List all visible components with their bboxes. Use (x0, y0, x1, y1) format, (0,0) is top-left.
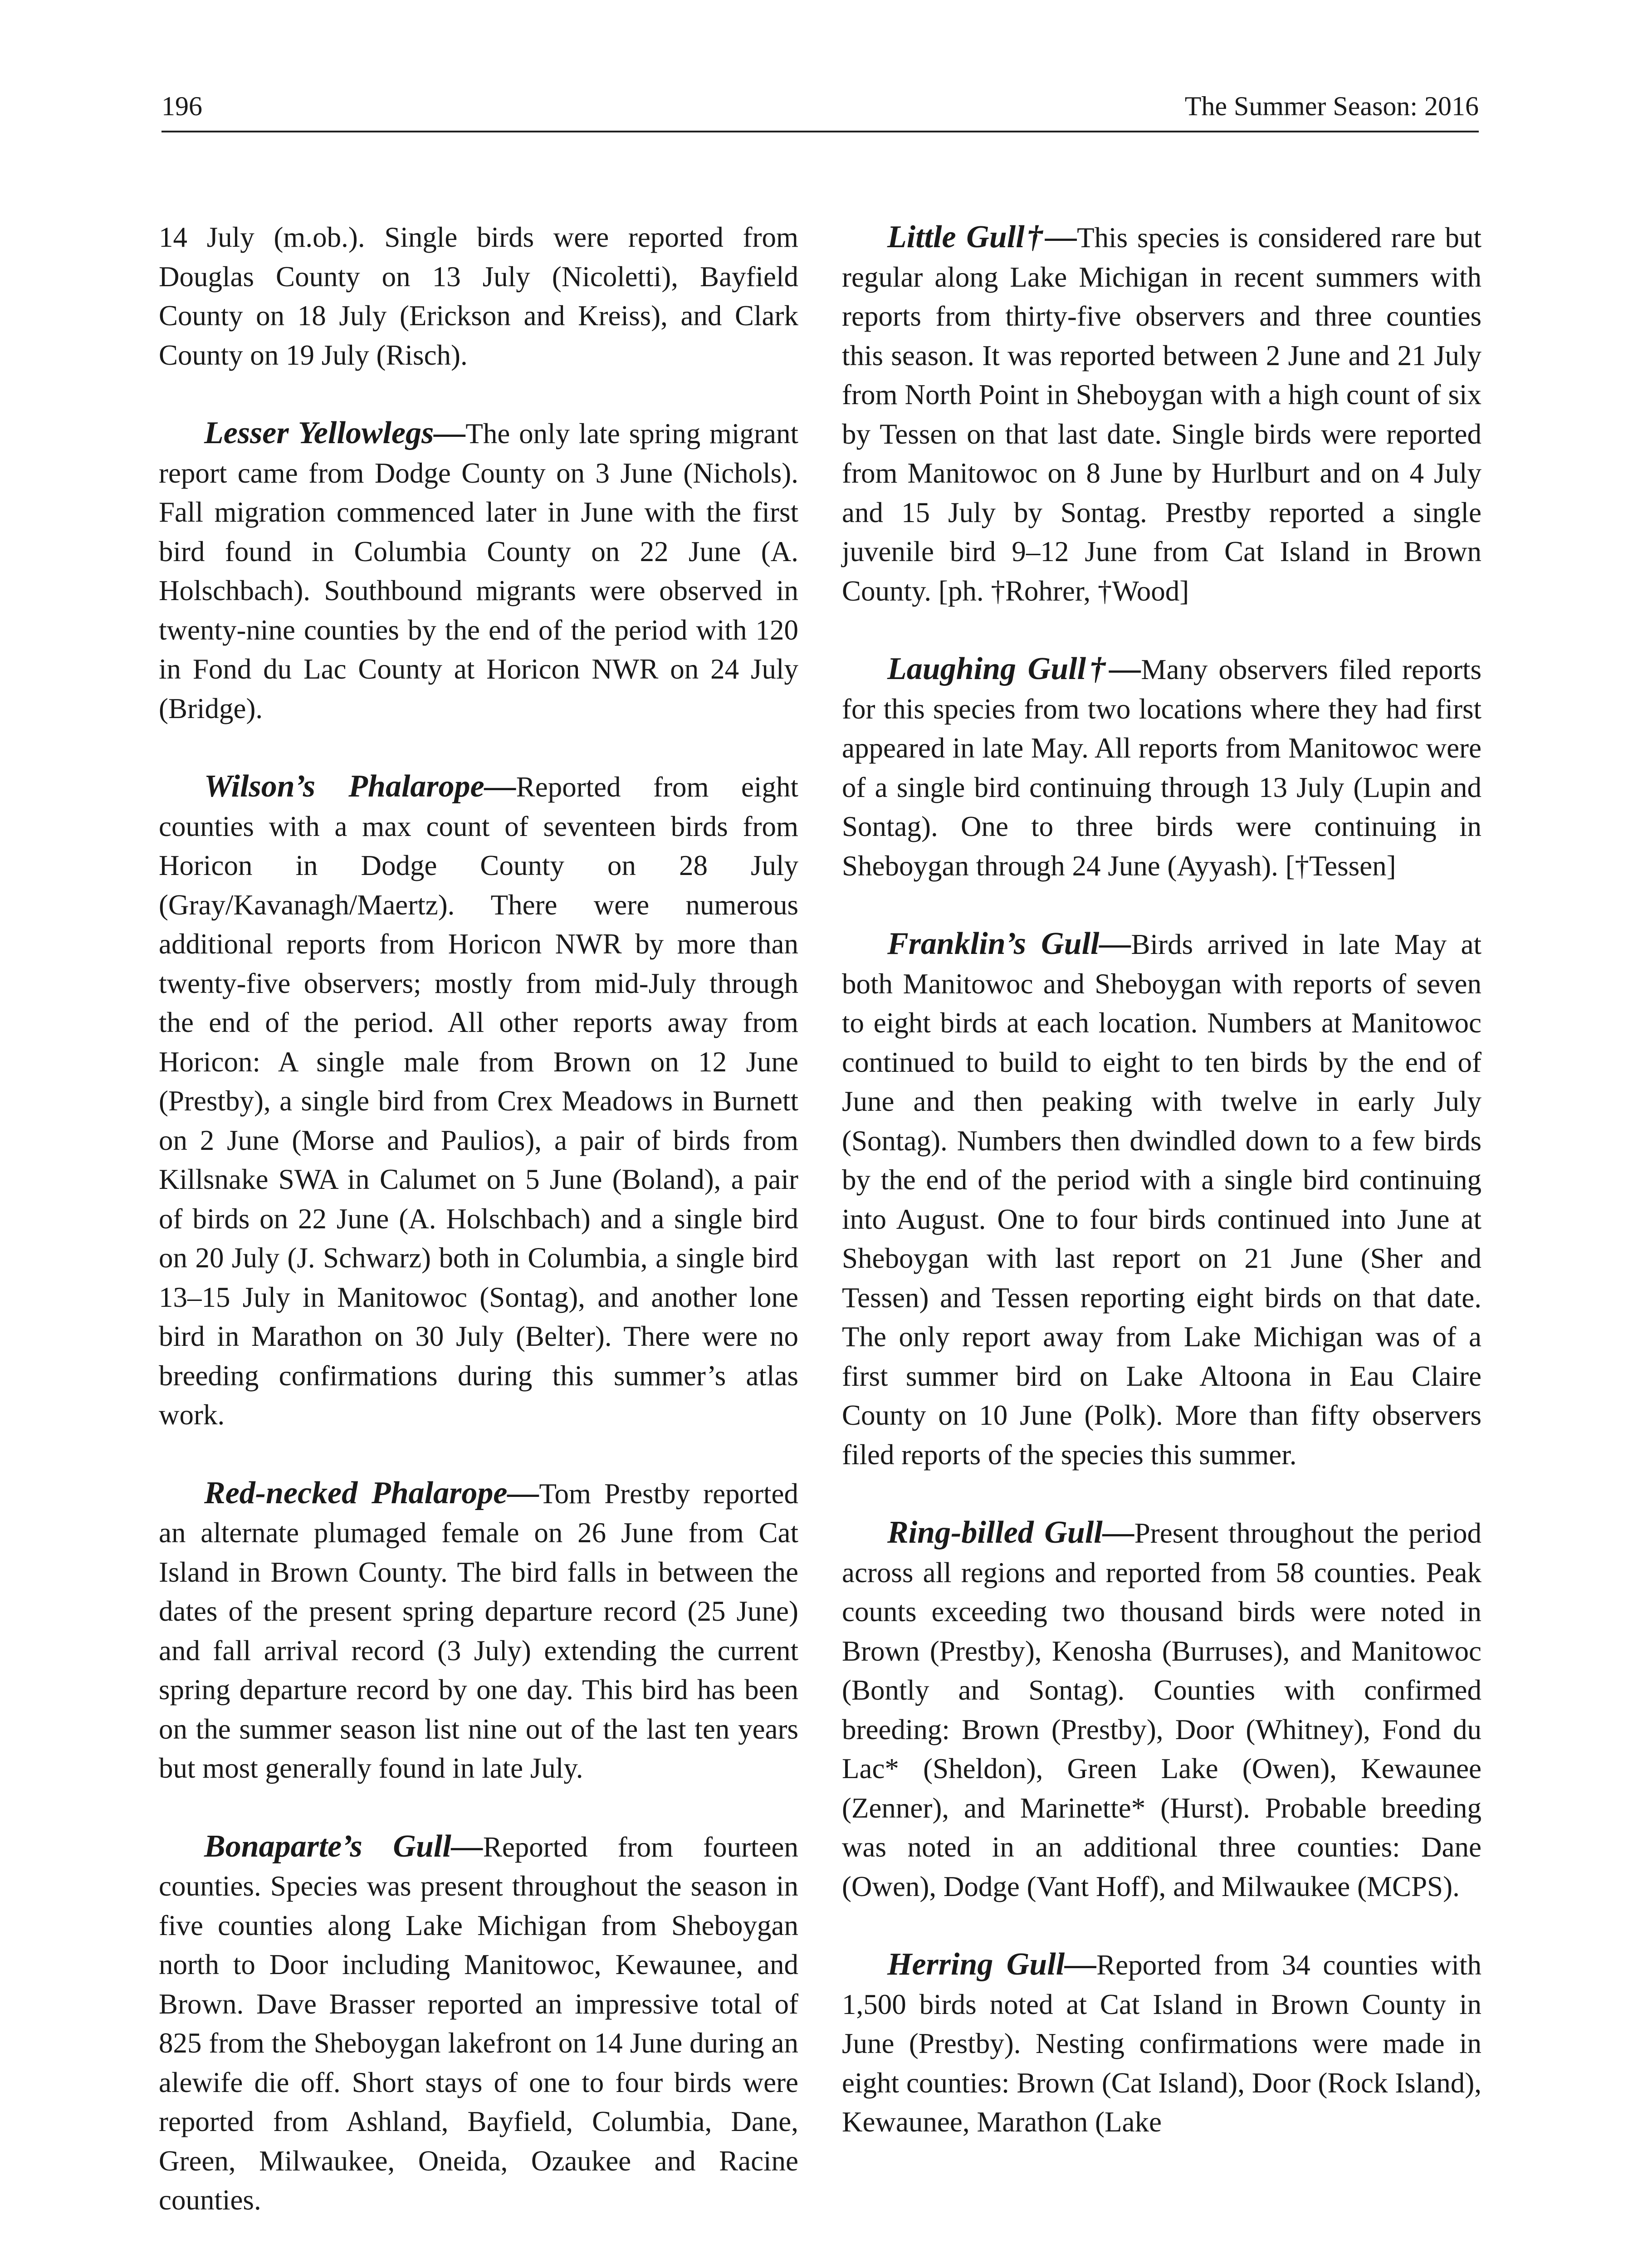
species-account-little-gull (842, 218, 1481, 611)
account-text: Present throughout the period across all regions and reported from 58 counties. Peak counts exceeding two thousand birds were noted in Brown (Prestby), Kenosha (Burruses), and Manitowoc (Bontly and Sontag). Counties with confirmed breeding: Brown (Prestby), Door (Whitney), Fond du Lac* (Sheldon), Green Lake (Owen), Kewaunee (Zenner), and Marinette* (Hurst). Probable breeding was noted in an additional three counties: Dane (Owen), Dodge (Vant Hoff), and Milwaukee (MCPS). (842, 1517, 1481, 1902)
page-header (161, 82, 1479, 132)
species-account-wilsons-phalarope (159, 767, 798, 1435)
species-account-lesser-yellowlegs (159, 414, 798, 728)
right-column (842, 218, 1481, 2181)
species-account-laughing-gull (842, 650, 1481, 885)
account-text: Many observers filed reports for this species from two locations where they had first appeared in late May. All reports from Manitowoc were of a single bird continuing through 13 July (Lupin and Sontag). One to three birds were continuing in Sheboygan through 24 June (Ayyash). [†Tessen] (842, 654, 1481, 882)
species-name: Bonaparte’s Gull— (204, 1828, 483, 1864)
species-name: Wilson’s Phalarope— (204, 769, 516, 804)
account-text: Tom Prestby reported an alternate plumaged female on 26 June from Cat Island in Brown County. The bird falls in between the dates of the present spring departure record (25 June) and fall arrival record (3 July) extending the current spring departure record by one day. This bird has been on the summer season list nine out of the last ten years but most generally found in late July. (159, 1477, 799, 1784)
continued-paragraph: 14 July (m.ob.). Single birds were reported from Douglas County on 13 July (Nicoletti), Bayfield County on 18 July (Erickson and Kreiss), and Clark County on 19 July (Risch). (159, 221, 798, 371)
running-title: The Summer Season: 2016 (1184, 91, 1479, 121)
account-text: This species is considered rare but regular along Lake Michigan in recent summers with reports from thirty-five observers and three counties this season. It was reported between 2 June and 21 July from North Point in Sheboygan with a high count of six by Tessen on that last date. Single birds were reported from Manitowoc on 8 June by Hurlburt and on 4 July and 15 July by Sontag. Prestby reported a single juvenile bird 9–12 June from Cat Island in Brown County. [ph. †Rohrer, †Wood] (842, 222, 1481, 607)
species-name: Ring-billed Gull— (887, 1515, 1134, 1550)
account-text: Reported from fourteen counties. Species was present throughout the season in five counties along Lake Michigan from Sheboygan north to Door including Manitowoc, Kewaunee, and Brown. Dave Brasser reported an impressive total of 825 from the Sheboygan lakefront on 14 June during an alewife die off. Short stays of one to four birds were reported from Ashland, Bayfield, Columbia, Dane, Green, Milwaukee, Oneida, Ozaukee and Racine counties. (159, 1831, 798, 2216)
species-name: Laughing Gull†— (887, 651, 1141, 686)
species-name: Franklin’s Gull— (887, 926, 1131, 961)
species-name: Little Gull†— (887, 220, 1077, 254)
account-text: Reported from 34 counties with 1,500 birds noted at Cat Island in Brown County in June (Prestby). Nesting confirmations were made in eight counties: Brown (Cat Island), Door (Rock Island), Kewaunee, Marathon (Lake (842, 1949, 1481, 2138)
species-name: Lesser Yellowlegs— (204, 415, 466, 450)
species-name: Herring Gull— (887, 1947, 1097, 1982)
page-number: 196 (161, 91, 202, 121)
species-name: Red-necked Phalarope— (204, 1475, 539, 1510)
species-account-franklins-gull (842, 924, 1481, 1474)
species-account-red-necked-phalarope (159, 1474, 798, 1788)
account-text: Reported from eight counties with a max count of seventeen birds from Horicon in Dodge County on 28 July (Gray/Kavanagh/Maertz). There were numerous additional reports from Horicon NWR by more than twenty-five observers; mostly from mid-July through the end of the period. All other reports away from Horicon: A single male from Brown on 12 June (Prestby), a single bird from Crex Meadows in Burnett on 2 June (Morse and Paulios), a pair of birds from Killsnake SWA in Calumet on 5 June (Boland), a pair of birds on 22 June (A. Holschbach) and a single bird on 20 July (J. Schwarz) both in Columbia, a single bird 13–15 July in Manitowoc (Sontag), and another lone bird in Marathon on 30 July (Belter). There were no breeding confirmations during this summer’s atlas work. (159, 771, 798, 1431)
species-account-bonapartes-gull (159, 1827, 798, 2220)
species-account-herring-gull (842, 1945, 1481, 2142)
left-column (159, 218, 798, 2259)
species-account-ring-billed-gull (842, 1513, 1481, 1906)
account-text: Birds arrived in late May at both Manitowoc and Sheboygan with reports of seven to eight birds at each location. Numbers at Manitowoc continued to build to eight to ten birds by the end of June and then peaking with twelve in early July (Sontag). Numbers then dwindled down to a few birds by the end of the period with a single bird continuing into August. One to four birds continued into June at Sheboygan with last report on 21 June (Sher and Tessen) and Tessen reporting eight birds on that date. The only report away from Lake Michigan was of a first summer bird on Lake Altoona in Eau Claire County on 10 June (Polk). More than fifty observers filed reports of the species this summer. (842, 929, 1481, 1471)
account-text: The only late spring migrant report came from Dodge County on 3 June (Nichols). Fall migration commenced later in June with the first bird found in Columbia County on 22 June (A. Holschbach). Southbound migrants were observed in twenty-nine counties by the end of the period with 120 in Fond du Lac County at Horicon NWR on 24 July (Bridge). (159, 418, 798, 724)
